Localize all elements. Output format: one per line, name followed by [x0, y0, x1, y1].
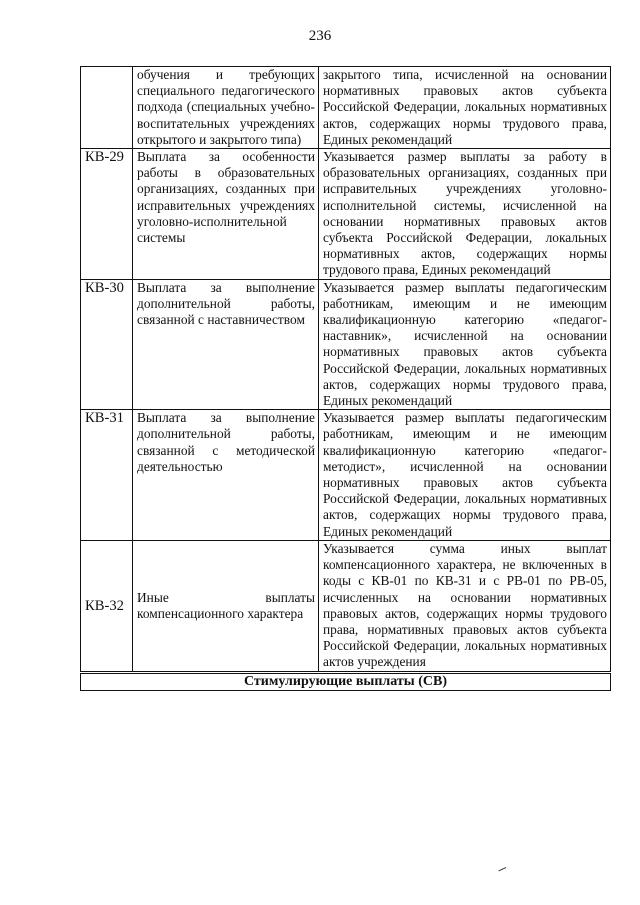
row-name: обучения и требующих специального педагогического подхода (специальных учебно-воспитательных учреждениях открытого и закрытого типа) — [133, 67, 319, 149]
table-row — [81, 149, 611, 280]
row-name: Иные выплаты компенсационного характера — [133, 540, 319, 672]
row-code: КВ-32 — [81, 540, 133, 672]
table-row — [81, 279, 611, 410]
row-code — [81, 67, 133, 149]
page-number: 236 — [308, 28, 332, 44]
section-title: Стимулирующие выплаты (СВ) — [81, 672, 611, 690]
row-name: Выплата за особенности работы в образовательных организациях, созданных при исправительных учреждениях уголовно-исполнительной системы — [133, 149, 319, 280]
row-name: Выплата за выполнение дополнительной работы, связанной с методической деятельностью — [133, 410, 319, 541]
row-code: КВ-31 — [81, 410, 133, 541]
row-name: Выплата за выполнение дополнительной работы, связанной с наставничеством — [133, 279, 319, 410]
row-description: Указывается размер выплаты за работу в образовательных организациях, созданных при исправительных учреждениях уголовно-исполнительной системы, исчисленной на основании нормативных правовых актов субъекта Российской Федерации, локальных нормативных актов, содержащих нормы трудового права, Единых рекомендаций — [319, 149, 611, 280]
payments-table — [80, 66, 611, 691]
row-description: Указывается размер выплаты педагогическим работникам, имеющим и не имеющим квалификационную категорию «педагог-наставник», исчисленной на основании нормативных правовых актов субъекта Российской Федерации, локальных нормативных актов, содержащих нормы трудового права, Единых рекомендаций — [319, 279, 611, 410]
row-code: КВ-29 — [81, 149, 133, 280]
row-description: Указывается сумма иных выплат компенсационного характера, не включенных в коды с КВ-01 по КВ-31 и с РВ-01 по РВ-05, исчисленных на основании нормативных правовых актов, содержащих нормы трудового права, нормативных правовых актов субъекта Российской Федерации, локальных нормативных актов учреждения — [319, 540, 611, 672]
row-description: закрытого типа, исчисленной на основании нормативных правовых актов субъекта Российской Федерации, локальных нормативных актов, содержащих нормы трудового права, Единых рекомендаций — [319, 67, 611, 149]
section-row — [81, 672, 611, 690]
table-row — [81, 410, 611, 541]
row-description: Указывается размер выплаты педагогическим работникам, имеющим и не имеющим квалификационную категорию «педагог-методист», исчисленной на основании нормативных правовых актов субъекта Российской Федерации, локальных нормативных актов, содержащих нормы трудового права, Единых рекомендаций — [319, 410, 611, 541]
pen-mark — [496, 862, 506, 872]
table-row — [81, 540, 611, 672]
table-row — [81, 67, 611, 149]
row-code: КВ-30 — [81, 279, 133, 410]
